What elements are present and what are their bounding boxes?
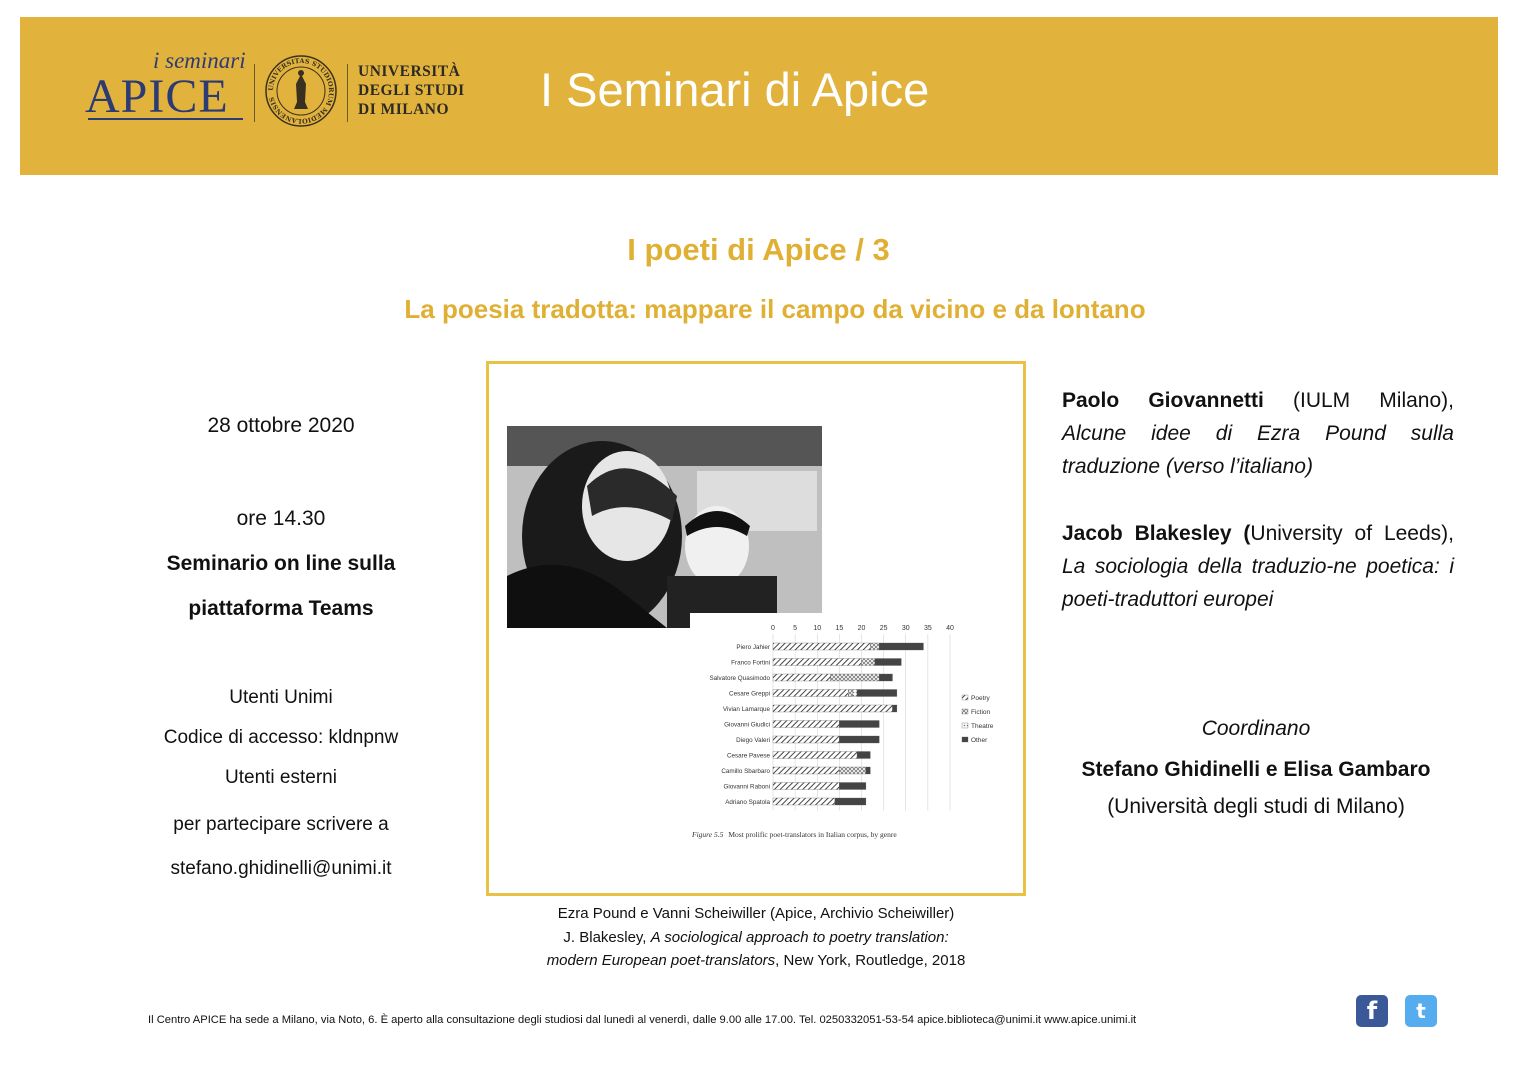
logo-divider-2 [347,64,348,122]
svg-text:Figure 5.5Most prolific poet-t [691,830,897,839]
event-date: 28 ottobre 2020 [207,414,355,437]
chart-bar-other [875,659,902,666]
chart-x-tick: 5 [793,625,798,632]
chart-bar-other [839,783,866,790]
seal-text: UNIVERSITAS STUDIORUM MEDIOLANENSIS [266,56,336,126]
chart-caption: Most prolific poet-translators in Italian corpus, by genre [728,830,897,839]
event-time: ore 14.30 [236,507,326,530]
chart-legend-swatch [962,709,968,714]
chart-category-label: Giovanni Giudici [724,721,770,729]
footer-info: Il Centro APICE ha sede a Milano, via Noto, 6. È aperto alla consultazione degli studiosi dal lunedì al venerdì, dalle 9.00 alle 17.00. Tel. 0250332051-53-54 apice.biblioteca@unimi.it www.apice.unimi.it [148,1014,1137,1026]
chart-bar-poetry [773,705,892,712]
chart-bar-other [879,674,892,681]
chart-bar-poetry [773,721,839,728]
page-title: I poeti di Apice / 3 [627,232,890,267]
write-to-label: per partecipare scrivere a [173,814,389,835]
chart-bar-fiction [831,674,880,681]
chart-x-tick: 10 [813,625,822,632]
chart-bar-poetry [773,767,839,774]
chart-bar-poetry [773,674,831,681]
speaker-2-name: Jacob Blakesley [1062,522,1232,545]
chart-x-tick: 0 [771,625,775,632]
chart-category-label: Adriano Spatola [725,799,770,806]
speaker-2-paren: ( [1231,522,1251,545]
university-seal-icon [264,54,338,128]
chart-bar-other [857,690,897,697]
caption-book-title-2: modern European poet-translators [546,952,776,969]
chart-category-label: Franco Fortini [731,659,770,667]
caption-book-title-1: A sociological approach to poetry translation: [650,929,949,946]
unimi-users-label: Utenti Unimi [229,687,333,708]
chart-bar-poetry [773,752,857,759]
page-subtitle: La poesia tradotta: mappare il campo da vicino e da lontano [404,294,1146,324]
chart-x-tick: 20 [857,625,866,632]
external-users-label: Utenti esterni [225,767,337,788]
photo-caption-line1: Ezra Pound e Vanni Scheiwiller (Apice, Archivio Scheiwiller) [557,905,955,922]
chart-category-label: Piero Jahier [736,644,770,651]
chart-bar-other [839,721,879,728]
access-code: Codice di accesso: kldnpnw [163,727,399,748]
speaker-1-affiliation: (IULM Milano), [1263,389,1454,412]
photo-caption-line2 [486,929,1026,946]
university-line-1: UNIVERSITÀ [358,63,461,80]
speaker-2-talk: La sociologia della traduzio-ne poetica: i poeti-traduttori europei [1062,555,1454,611]
chart-bar-other [879,643,923,650]
chart-legend-label: Theatre [971,723,994,730]
chart-category-label: Diego Valeri [736,737,770,744]
chart-legend-swatch [962,723,968,728]
chart-bar-fiction [839,767,866,774]
chart-bar-fiction [870,643,879,650]
chart-category-label: Vivian Lamarque [722,706,770,713]
twitter-icon[interactable]: t [1405,995,1437,1027]
chart-category-label: Cesare Pavese [726,752,770,760]
chart-category-label: Cesare Greppi [729,690,770,698]
poet-translators-chart [690,613,1008,849]
chart-legend-swatch [962,695,968,700]
chart-bar-other [835,798,866,805]
coordination-label: Coordinano [1201,717,1311,740]
logo-underline [88,118,243,123]
chart-bar-poetry [773,643,870,650]
chart-bar-other [892,705,896,712]
chart-bar-poetry [773,690,848,697]
speaker-2-affiliation: University of Leeds), [1250,522,1454,545]
chart-bar-poetry [773,659,862,666]
chart-bar-other [839,736,879,743]
coordinators-names: Stefano Ghidinelli e Elisa Gambaro [1081,758,1431,781]
university-line-3: DI MILANO [358,101,450,118]
speaker-2 [1062,517,1454,616]
university-name [358,62,465,119]
chart-x-tick: 30 [901,625,910,632]
chart-category-label: Salvatore Quasimodo [709,675,770,682]
chart-legend-label: Other [971,737,988,744]
university-line-2: DEGLI STUDI [358,82,465,99]
chart-bar-fiction [848,690,852,697]
caption-publisher: , New York, Routledge, 2018 [775,952,966,969]
chart-x-tick: 35 [923,625,932,632]
chart-legend-swatch [962,737,968,742]
event-mode-line1: Seminario on line sulla [166,552,396,575]
speaker-1-name: Paolo Giovannetti [1062,389,1264,412]
photo-caption-line3 [486,952,1026,969]
chart-legend-label: Fiction [971,709,991,716]
facebook-icon[interactable]: f [1356,995,1388,1027]
chart-x-tick: 40 [946,625,954,632]
chart-bar-poetry [773,783,839,790]
chart-x-tick: 25 [879,625,888,632]
speaker-1-talk: Alcune idee di Ezra Pound sulla traduzione (verso l’italiano) [1062,422,1454,478]
chart-bar-fiction [862,659,875,666]
contact-email[interactable]: stefano.ghidinelli@unimi.it [170,858,392,879]
banner-title: I Seminari di Apice [540,63,930,116]
logo-divider [254,64,255,122]
chart-category-label: Giovanni Raboni [723,783,770,791]
coordinators-affiliation: (Università degli studi di Milano) [1107,795,1405,818]
chart-bar-theatre [853,690,857,697]
chart-bar-poetry [773,798,835,805]
logo-seminari-text: i seminari [153,48,246,73]
chart-category-label: Camillo Sbarbaro [721,768,770,775]
caption-author: J. Blakesley, [563,929,651,946]
chart-legend-label: Poetry [971,695,990,702]
chart-x-tick: 15 [835,625,844,632]
speaker-1 [1062,384,1454,483]
logo-apice-text: APICE [85,70,229,123]
archival-photo [507,426,822,628]
chart-bar-other [866,767,870,774]
event-mode-line2: piattaforma Teams [188,597,374,620]
chart-bar-other [857,752,870,759]
chart-caption-label: Figure 5.5 [692,830,724,839]
chart-bar-poetry [773,736,839,743]
